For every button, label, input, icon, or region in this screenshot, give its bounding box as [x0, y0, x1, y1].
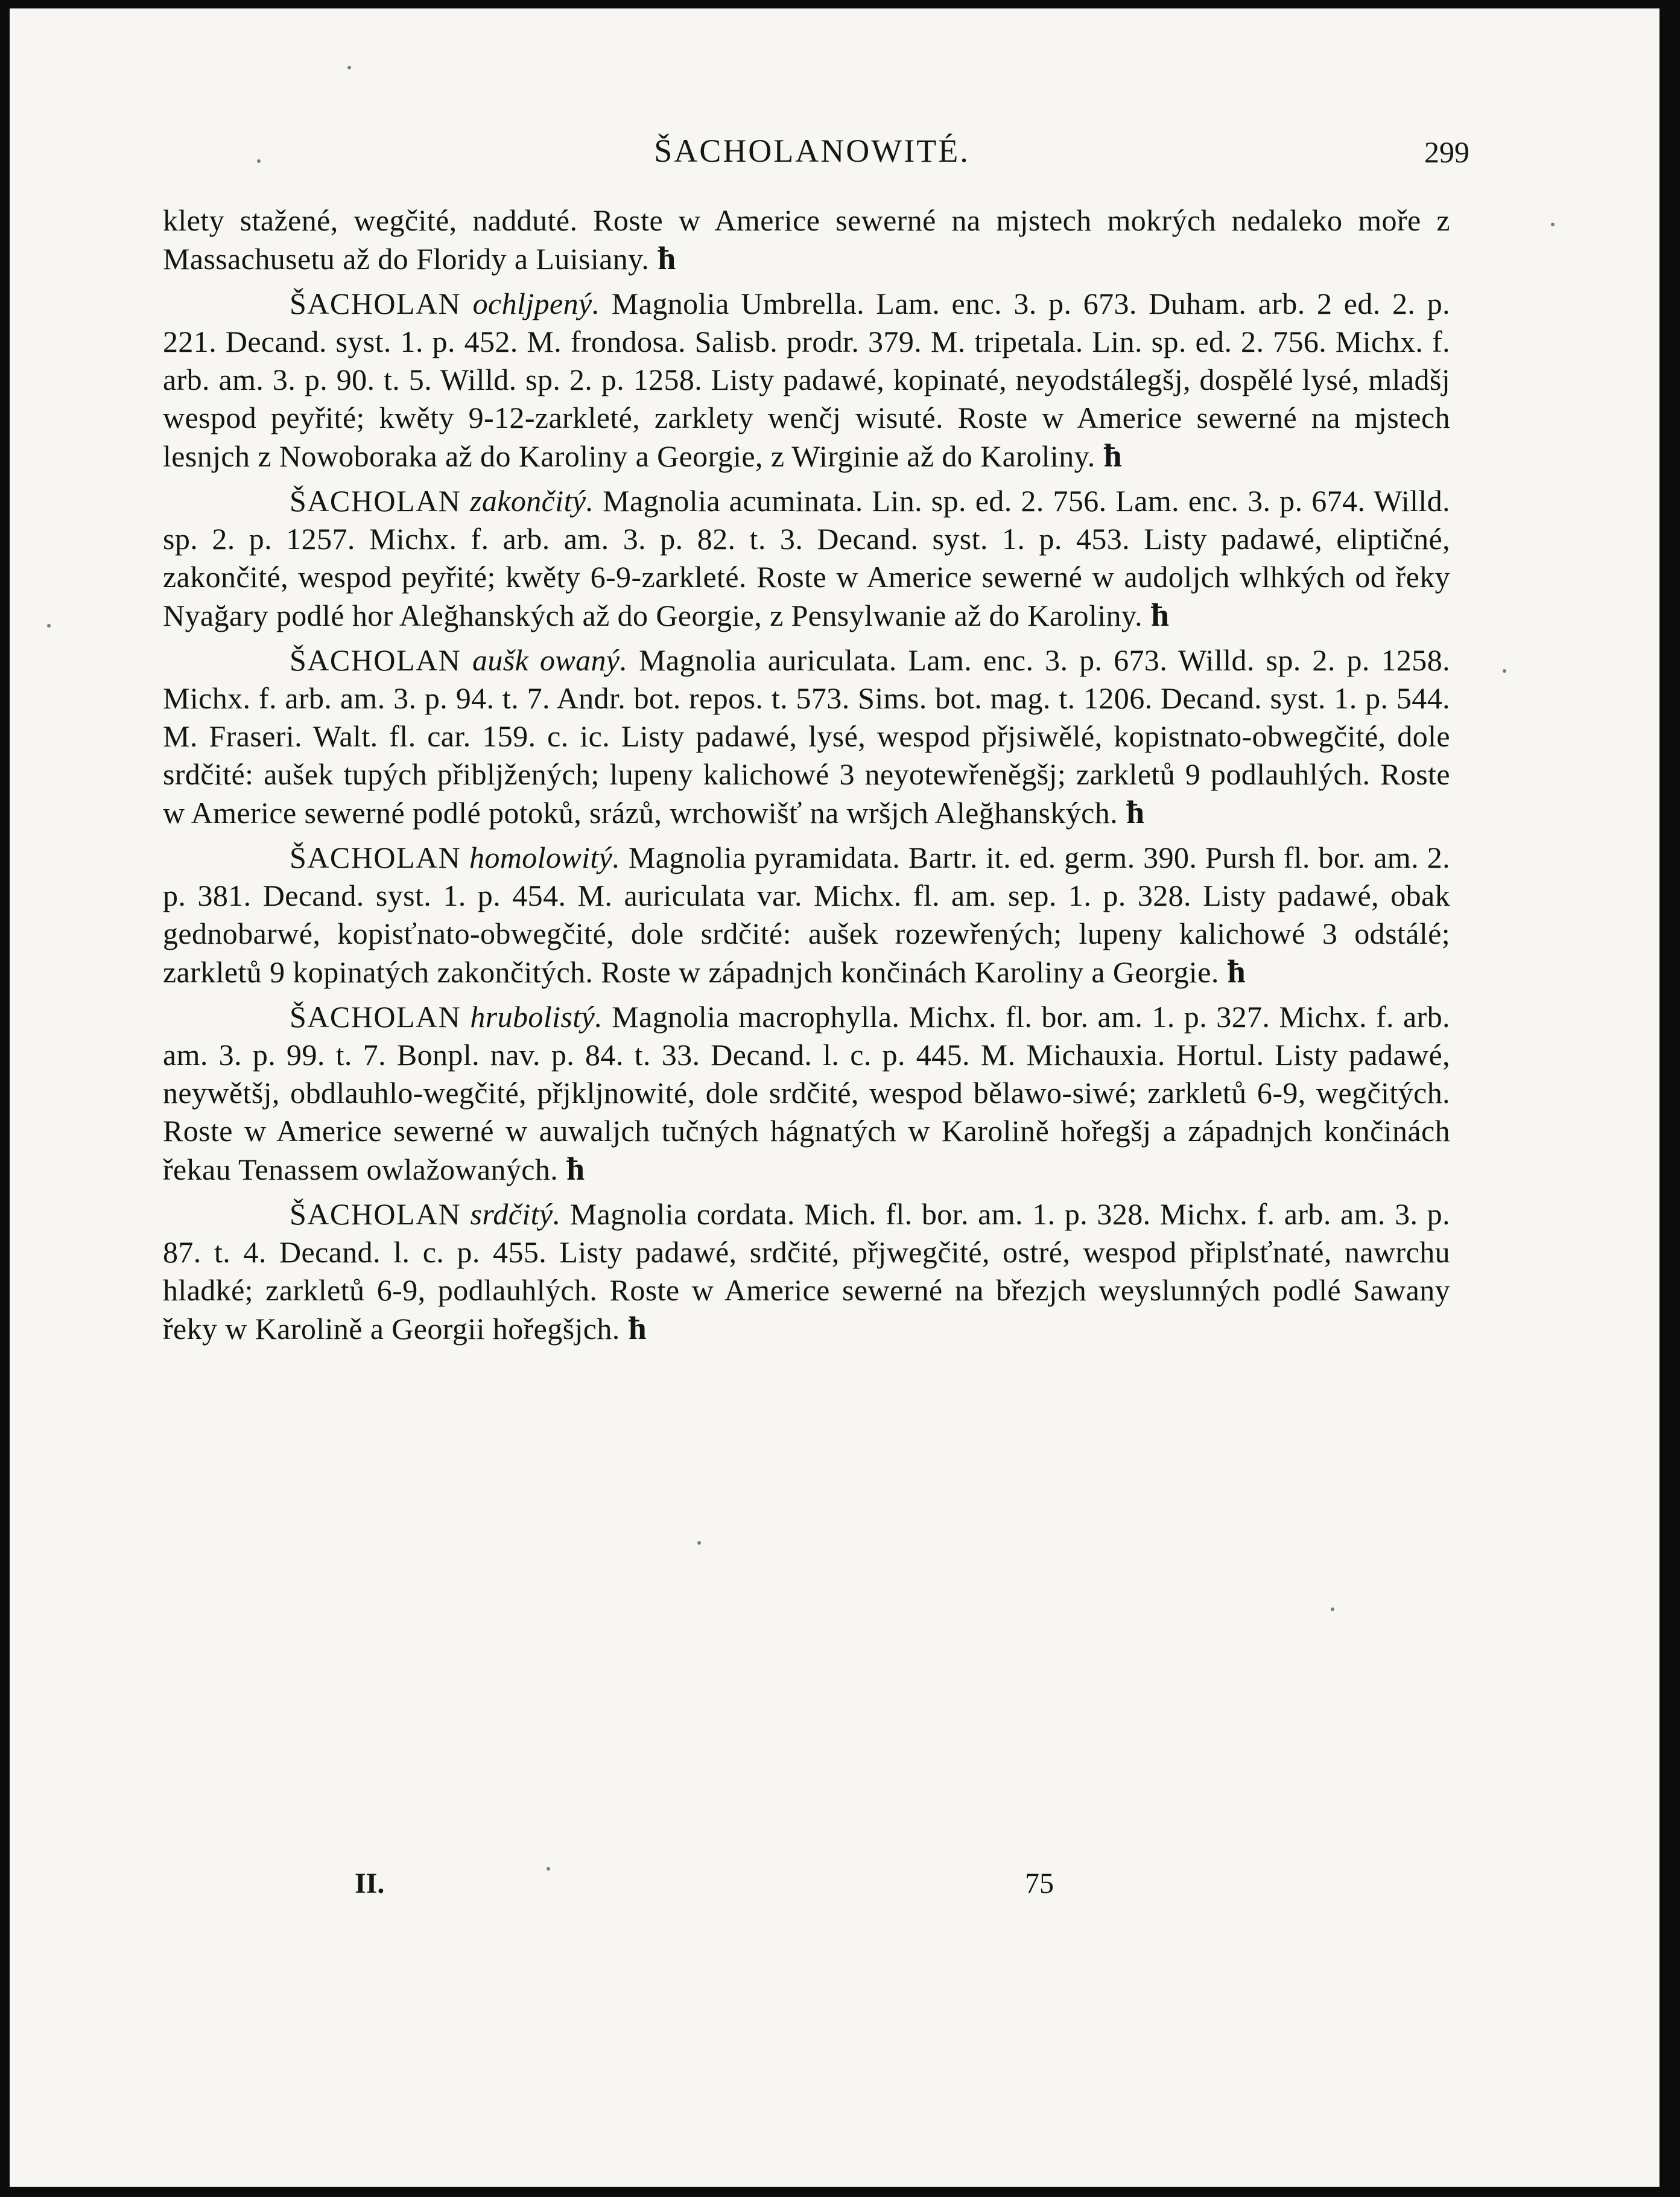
tree-symbol-icon: ħ [1126, 794, 1145, 830]
continuation-paragraph [163, 202, 1450, 278]
tree-symbol-icon: ħ [658, 240, 676, 276]
genus-name: ŠACHOLAN [290, 841, 461, 874]
species-epithet: zakončitý. [470, 484, 594, 518]
page-body [163, 202, 1450, 1355]
tree-symbol-icon: ħ [1227, 953, 1246, 990]
genus-name: ŠACHOLAN [290, 1000, 461, 1034]
volume-number: II. [355, 1868, 385, 1900]
entry-text: Magnolia acuminata. Lin. sp. ed. 2. 756. Lam. enc. 3. p. 674. Willd. sp. 2. p. 1257. Michx. f. arb. am. 3. p. 82. t. 3. Decand. syst. 1. p. 453. Listy padawé, eliptičné, zakončité, wespod peyřité; kwěty 6-9-zarkleté. Roste w Americe sewerné w audoljch wlhkých od řeky Nyağary podlé hor Aleğhanských až do Georgie, z Pensylwanie až do Karoliny. [163, 484, 1450, 632]
species-entry [163, 839, 1450, 991]
entry-text: Magnolia pyramidata. Bartr. it. ed. germ. 390. Pursh fl. bor. am. 2. p. 381. Decand. syst. 1. p. 454. M. auriculata var. Michx. fl. am. sep. 1. p. 328. Listy padawé, obak gednobarwé, kopisťnato-obwegčité, dole srdčité: aušek rozewřených; lupeny kalichowé 3 odstálé; zarkletů 9 kopinatých zakončitých. Roste w západnjch končinách Karoliny a Georgie. [163, 841, 1450, 989]
page-header [154, 132, 1469, 186]
page-number: 299 [1424, 135, 1469, 169]
entry-text: Magnolia cordata. Mich. fl. bor. am. 1. p. 328. Michx. f. arb. am. 3. p. 87. t. 4. Decand. l. c. p. 455. Listy padawé, srdčité, přjwegčité, ostré, wespod připlsťnaté, nawrchu hladké; zarkletů 6-9, podlauhlých. Roste w Americe sewerné na březjch weyslunných podlé Sawany řeky w Karolině a Georgii hořegšjch. [163, 1197, 1450, 1346]
species-entry [163, 285, 1450, 475]
running-title: ŠACHOLANOWITÉ. [654, 133, 970, 169]
genus-name: ŠACHOLAN [290, 1197, 461, 1231]
paper-speck [697, 1541, 701, 1545]
species-entry [163, 482, 1450, 635]
tree-symbol-icon: ħ [1103, 437, 1123, 474]
paper-speck [1331, 1607, 1334, 1611]
genus-name: ŠACHOLAN [290, 484, 461, 518]
species-entry [163, 1195, 1450, 1348]
species-epithet: homolowitý. [469, 841, 621, 874]
tree-symbol-icon: ħ [1150, 597, 1170, 633]
entry-text: Magnolia auriculata. Lam. enc. 3. p. 673. Willd. sp. 2. p. 1258. Michx. f. arb. am. 3. p. 94. t. 7. Andr. bot. repos. t. 573. Sims. bot. mag. t. 1206. Decand. syst. 1. p. 544. M. Fraseri. Walt. fl. car. 159. c. ic. Listy padawé, lysé, wespod přjsiwělé, kopistnato-obwegčité, dole srdčité: aušek tupých přibljžených; lupeny kalichowé 3 neyotewřeněgšj; zarkletů 9 podlauhlých. Roste w Americe sewerné podlé potoků, srázů, wrchowišť na wršjch Aleğhanských. [163, 643, 1450, 830]
paper-speck [1503, 669, 1506, 673]
species-epithet: ochljpený. [472, 287, 600, 320]
paper-speck [47, 624, 51, 628]
genus-name: ŠACHOLAN [290, 287, 461, 320]
paper-speck [547, 1867, 550, 1871]
paper-speck [347, 66, 351, 69]
signature-mark: 75 [1025, 1868, 1054, 1900]
genus-name: ŠACHOLAN [290, 643, 461, 677]
page-footer [10, 1867, 1659, 1909]
entry-text: Magnolia Umbrella. Lam. enc. 3. p. 673. Duham. arb. 2 ed. 2. p. 221. Decand. syst. 1. p. 452. M. frondosa. Salisb. prodr. 379. M. tripetala. Lin. sp. ed. 2. 756. Michx. f. arb. am. 3. p. 90. t. 5. Willd. sp. 2. p. 1258. Listy padawé, kopinaté, neyodstálegšj, dospělé lysé, mladšj wespod peyřité; kwěty 9-12-zarkleté, zarklety wenčj wisuté. Roste w Americe sewerné na mjstech lesnjch z Nowoboraka až do Karoliny a Georgie, z Wirginie až do Karoliny. [163, 287, 1451, 473]
species-epithet: aušk owaný. [472, 643, 628, 677]
tree-symbol-icon: ħ [566, 1151, 585, 1187]
species-entry [163, 998, 1450, 1189]
entry-text: Magnolia macrophylla. Michx. fl. bor. am. 1. p. 327. Michx. f. arb. am. 3. p. 99. t. 7. Bonpl. nav. p. 84. t. 33. Decand. l. c. p. 445. M. Michauxia. Hortul. Listy padawé, neywětšj, obdlauhlo-wegčité, přjkljnowité, dole srdčité, wespod bělawo-siwé; zarkletů 6-9, wegčitých. Roste w Americe sewerné w auwaljch tučných hágnatých w Karolině hořegšj a západnjch končinách řekau Tenassem owlažowaných. [163, 1000, 1450, 1186]
book-page [10, 8, 1659, 2187]
continuation-text: klety stažené, wegčité, nadduté. Roste w Americe sewerné na mjstech mokrých nedaleko moře z Massachusetu až do Floridy a Luisiany. [163, 203, 1450, 276]
paper-speck [1551, 223, 1555, 226]
species-entry [163, 641, 1450, 832]
species-epithet: hrubolistý. [470, 1000, 603, 1034]
tree-symbol-icon: ħ [628, 1310, 647, 1346]
species-epithet: srdčitý. [470, 1197, 561, 1231]
paper-speck [257, 159, 261, 163]
